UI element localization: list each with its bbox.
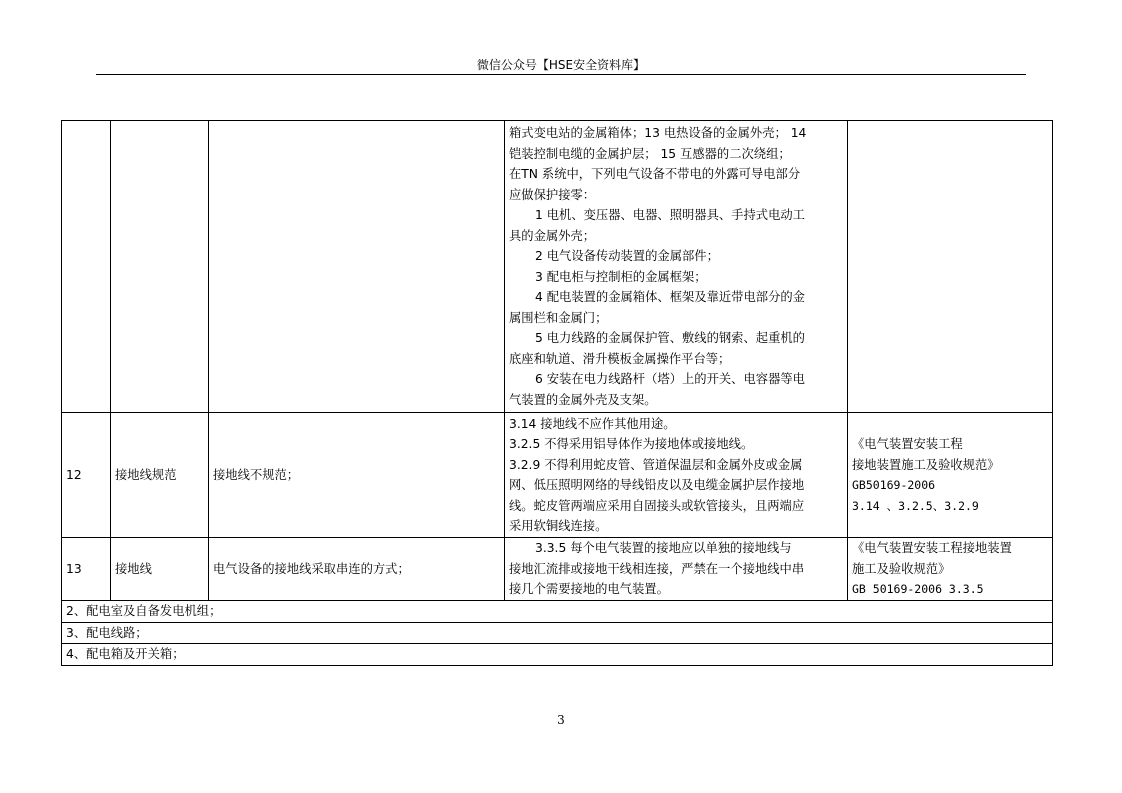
section-row [62, 622, 1053, 644]
cell-problem [209, 121, 505, 413]
standard-line: 网、低压照明网络的导线铅皮以及电缆金属护层作接地 [509, 478, 805, 492]
cell-no: 12 [62, 413, 111, 538]
standard-line: 气装置的金属外壳及支架。 [509, 392, 657, 407]
cell-standard [505, 413, 848, 538]
cell-basis [848, 538, 1053, 601]
cell-item [111, 121, 209, 413]
basis-line: GB 50169-2006 3.3.5 [852, 582, 984, 597]
section-title: 3、配电线路； [62, 622, 1053, 644]
standard-line: 在TN 系统中，下列电气设备不带电的外露可导电部分 [509, 167, 801, 181]
standard-line: 线。蛇皮管两端应采用自固接头或软管接头，且两端应 [509, 498, 805, 513]
standard-line: 6 安装在电力线路杆（塔）上的开关、电容器等电 [535, 372, 805, 386]
basis-line: 《电气装置安装工程 [852, 437, 963, 451]
standard-line: 3 配电柜与控制柜的金属框架； [535, 269, 707, 284]
basis-line: 施工及验收规范》 [852, 561, 951, 576]
standard-line: 底座和轨道、滑升模板金属操作平台等； [509, 351, 731, 366]
standard-line: 5 电力线路的金属保护管、敷线的钢索、起重机的 [535, 331, 805, 345]
standard-line: 1 电机、变压器、电器、照明器具、手持式电动工 [535, 208, 805, 222]
standard-line: 4 配电装置的金属箱体、框架及靠近带电部分的金 [535, 290, 805, 304]
standard-line: 3.14 接地线不应作其他用途。 [509, 416, 676, 431]
cell-problem: 接地线不规范； [209, 413, 505, 538]
cell-basis [848, 413, 1053, 538]
standard-line: 3.2.9 不得利用蛇皮管、管道保温层和金属外皮或金属 [509, 457, 803, 472]
cell-item: 接地线 [111, 538, 209, 601]
section-row [62, 644, 1053, 666]
section-title: 2、配电室及自备发电机组； [62, 601, 1053, 623]
basis-line: 《电气装置安装工程接地装置 [852, 541, 1012, 556]
cell-problem: 电气设备的接地线采取串连的方式； [209, 538, 505, 601]
basis-line: 3.14 、3.2.5、3.2.9 [852, 498, 979, 513]
section-title: 4、配电箱及开关箱； [62, 644, 1053, 666]
standard-line: 采用软铜线连接。 [509, 519, 608, 533]
page-header: 微信公众号【HSE安全资料库】 [476, 58, 646, 72]
cell-standard [505, 121, 848, 413]
standard-line: 应做保护接零： [509, 187, 596, 202]
standard-line: 接几个需要接地的电气装置。 [509, 582, 669, 597]
standard-line: 3.2.5 不得采用铝导体作为接地体或接地线。 [509, 437, 754, 451]
table-row [62, 538, 1053, 601]
basis-line: 接地装置施工及验收规范》 [852, 457, 1000, 472]
table-row [62, 121, 1053, 413]
standard-line: 箱式变电站的金属箱体；13 电热设备的金属外壳； 14 [509, 126, 807, 140]
basis-line: GB50169-2006 [852, 478, 936, 492]
standard-line: 具的金属外壳； [509, 228, 596, 243]
cell-no [62, 121, 111, 413]
standard-line: 2 电气设备传动装置的金属部件； [535, 249, 719, 263]
cell-item: 接地线规范 [111, 413, 209, 538]
page-number: 3 [557, 713, 565, 727]
header-rule [96, 74, 1026, 75]
cell-basis [848, 121, 1053, 413]
standard-line: 铠装控制电缆的金属护层； 15 互感器的二次绕组； [509, 146, 791, 161]
cell-no: 13 [62, 538, 111, 601]
inspection-table [61, 120, 1053, 666]
standard-line: 3.3.5 每个电气装置的接地应以单独的接地线与 [535, 541, 792, 556]
section-row [62, 601, 1053, 623]
standard-line: 属围栏和金属门； [509, 310, 608, 325]
table-row [62, 413, 1053, 538]
standard-line: 接地汇流排或接地干线相连接，严禁在一个接地线中串 [509, 561, 805, 576]
cell-standard [505, 538, 848, 601]
